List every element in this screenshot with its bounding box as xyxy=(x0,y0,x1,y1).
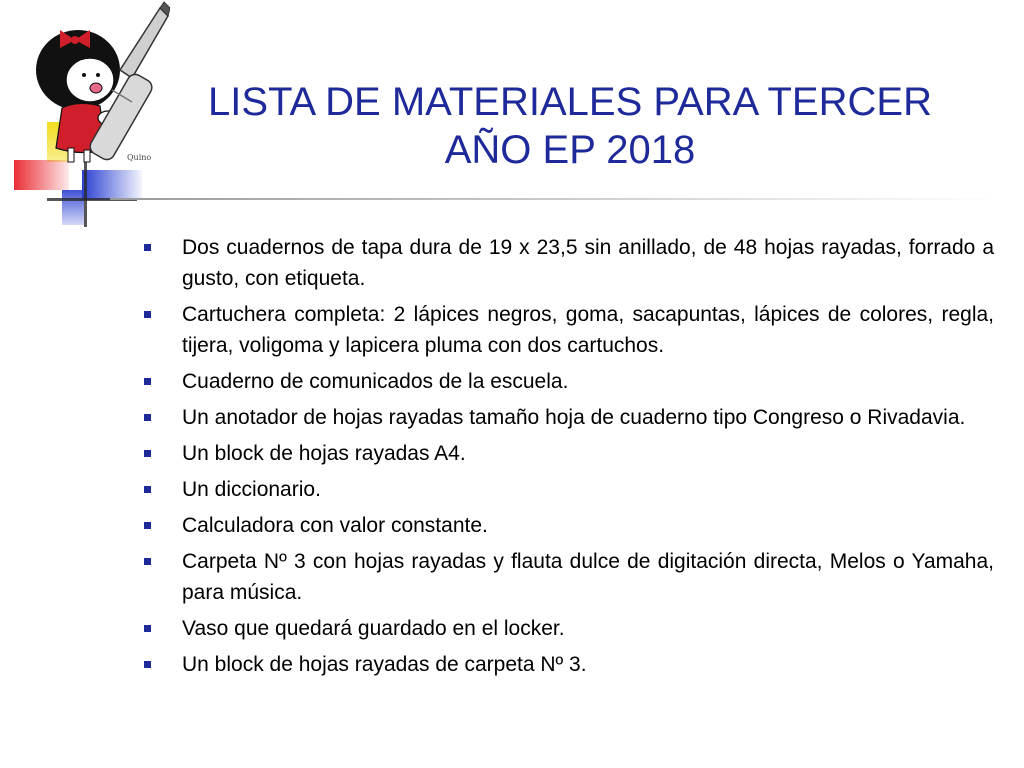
list-item xyxy=(142,613,994,644)
materials-list xyxy=(142,232,994,685)
square-bullet-icon xyxy=(144,522,151,529)
blue-block-lower xyxy=(62,190,84,225)
blue-block xyxy=(82,170,142,200)
list-item-text: Calculadora con valor constante. xyxy=(182,514,488,537)
list-item-text: Cuaderno de comunicados de la escuela. xyxy=(182,370,569,393)
list-item-text: Cartuchera completa: 2 lápices negros, goma, sacapuntas, lápices de colores, regla, tijera, voligoma y lapicera pluma con dos cartuchos. xyxy=(182,303,994,357)
square-bullet-icon xyxy=(144,311,151,318)
square-bullet-icon xyxy=(144,558,151,565)
slide-title xyxy=(140,78,1000,174)
list-item xyxy=(142,366,994,397)
square-bullet-icon xyxy=(144,414,151,421)
list-item xyxy=(142,438,994,469)
list-item xyxy=(142,546,994,608)
list-item-text: Un block de hojas rayadas de carpeta Nº 3. xyxy=(182,653,587,676)
list-item-text: Dos cuadernos de tapa dura de 19 x 23,5 sin anillado, de 48 hojas rayadas, forrado a gusto, con etiqueta. xyxy=(182,236,994,290)
list-item xyxy=(142,649,994,680)
title-divider xyxy=(110,198,1000,200)
list-item-text: Vaso que quedará guardado en el locker. xyxy=(182,617,565,640)
artist-signature: Quino xyxy=(127,153,152,162)
square-bullet-icon xyxy=(144,661,151,668)
list-item-text: Carpeta Nº 3 con hojas rayadas y flauta dulce de digitación directa, Melos o Yamaha, para música. xyxy=(182,550,994,604)
list-item-text: Un block de hojas rayadas A4. xyxy=(182,442,466,465)
list-item-text: Un anotador de hojas rayadas tamaño hoja de cuaderno tipo Congreso o Rivadavia. xyxy=(182,406,966,429)
red-block xyxy=(14,160,69,190)
list-item xyxy=(142,510,994,541)
list-item xyxy=(142,474,994,505)
square-bullet-icon xyxy=(144,378,151,385)
square-bullet-icon xyxy=(144,450,151,457)
square-bullet-icon xyxy=(144,244,151,251)
list-item xyxy=(142,232,994,294)
title-line-2: AÑO EP 2018 xyxy=(444,128,696,172)
list-item xyxy=(142,299,994,361)
list-item-text: Un diccionario. xyxy=(182,478,321,501)
square-bullet-icon xyxy=(144,486,151,493)
list-item xyxy=(142,402,994,433)
title-line-1: LISTA DE MATERIALES PARA TERCER xyxy=(208,80,932,124)
black-line-v xyxy=(84,155,87,227)
square-bullet-icon xyxy=(144,625,151,632)
